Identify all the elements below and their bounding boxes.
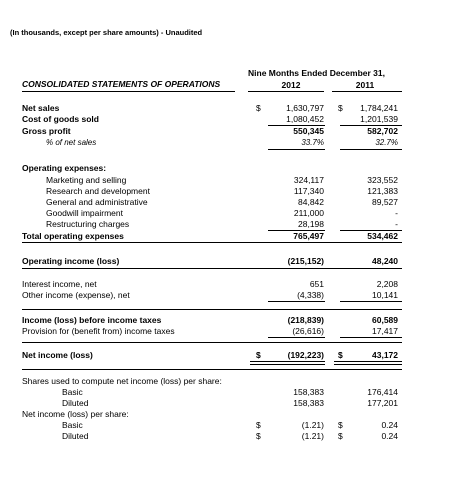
statement-title: CONSOLIDATED STATEMENTS OF OPERATIONS bbox=[22, 79, 221, 89]
shares-diluted-2011: 177,201 bbox=[367, 398, 398, 408]
section-divider bbox=[22, 342, 402, 343]
section-divider bbox=[22, 268, 402, 269]
eps-label: Net income (loss) per share: bbox=[22, 409, 129, 419]
opex-item-2011: 89,527 bbox=[372, 197, 398, 207]
cogs-2012: 1,080,452 bbox=[286, 114, 324, 124]
pct-net-sales-label: % of net sales bbox=[46, 138, 97, 147]
net-sales-2012: 1,630,797 bbox=[286, 103, 324, 113]
pretax-2011: 60,589 bbox=[372, 315, 398, 325]
total-opex-2011: 534,462 bbox=[367, 231, 398, 241]
double-underline bbox=[250, 361, 325, 365]
currency-symbol: $ bbox=[338, 350, 343, 360]
year-2012-underline bbox=[248, 91, 324, 92]
net-income-2011: 43,172 bbox=[372, 350, 398, 360]
period-header: Nine Months Ended December 31, bbox=[248, 68, 385, 78]
interest-label: Interest income, net bbox=[22, 279, 97, 289]
opex-item-label: Restructuring charges bbox=[46, 219, 130, 229]
eps-diluted-label: Diluted bbox=[62, 431, 89, 441]
total-opex-label: Total operating expenses bbox=[22, 231, 124, 241]
opex-item-label: Research and development bbox=[46, 186, 150, 196]
gross-profit-2012: 550,345 bbox=[293, 126, 324, 136]
shares-basic-2012: 158,383 bbox=[293, 387, 324, 397]
net-income-label: Net income (loss) bbox=[22, 350, 93, 360]
title-underline bbox=[22, 91, 235, 92]
opex-item-2011: - bbox=[395, 219, 398, 229]
net-income-2012: (192,223) bbox=[287, 350, 324, 360]
gross-profit-2011: 582,702 bbox=[367, 126, 398, 136]
op-income-label: Operating income (loss) bbox=[22, 256, 120, 266]
opex-item-2011: - bbox=[395, 208, 398, 218]
shares-diluted-2012: 158,383 bbox=[293, 398, 324, 408]
shares-basic-2011: 176,414 bbox=[367, 387, 398, 397]
pretax-2012: (218,839) bbox=[287, 315, 324, 325]
opex-item-label: General and administrative bbox=[46, 197, 148, 207]
gross-profit-label: Gross profit bbox=[22, 126, 71, 136]
currency-symbol: $ bbox=[256, 431, 261, 441]
shares-diluted-label: Diluted bbox=[62, 398, 89, 408]
year-2011-header: 2011 bbox=[355, 80, 375, 90]
subtotal-line bbox=[340, 337, 402, 338]
opex-item-2011: 121,383 bbox=[367, 186, 398, 196]
eps-diluted-2012: (1.21) bbox=[301, 431, 324, 441]
year-2011-underline bbox=[332, 91, 402, 92]
pct-net-sales-2012: 33.7% bbox=[301, 138, 324, 147]
double-underline bbox=[334, 361, 402, 365]
interest-2012: 651 bbox=[309, 279, 324, 289]
opex-item-2012: 28,198 bbox=[298, 219, 324, 229]
currency-symbol: $ bbox=[256, 420, 261, 430]
pct-net-sales-2011: 32.7% bbox=[375, 138, 398, 147]
year-2012-header: 2012 bbox=[281, 80, 301, 90]
other-2012: (4,338) bbox=[297, 290, 324, 300]
eps-basic-2011: 0.24 bbox=[381, 420, 398, 430]
opex-item-2011: 323,552 bbox=[367, 175, 398, 185]
eps-diluted-2011: 0.24 bbox=[381, 431, 398, 441]
currency-symbol: $ bbox=[338, 420, 343, 430]
shares-basic-label: Basic bbox=[62, 387, 83, 397]
currency-symbol: $ bbox=[338, 103, 343, 113]
currency-symbol: $ bbox=[256, 350, 261, 360]
tax-2012: (26,616) bbox=[292, 326, 324, 336]
opex-label: Operating expenses: bbox=[22, 163, 107, 173]
section-divider bbox=[22, 309, 402, 310]
section-divider bbox=[22, 369, 402, 370]
interest-2011: 2,208 bbox=[376, 279, 398, 289]
net-sales-2011: 1,784,241 bbox=[360, 103, 398, 113]
section-line bbox=[268, 149, 325, 150]
section-divider bbox=[22, 242, 402, 243]
subtotal-line bbox=[268, 337, 325, 338]
opex-item-2012: 84,842 bbox=[298, 197, 324, 207]
other-2011: 10,141 bbox=[372, 290, 398, 300]
total-opex-2012: 765,497 bbox=[293, 231, 324, 241]
tax-label: Provision for (benefit from) income taxes bbox=[22, 326, 175, 336]
op-income-2012: (215,152) bbox=[287, 256, 324, 266]
eps-basic-2012: (1.21) bbox=[301, 420, 324, 430]
op-income-2011: 48,240 bbox=[372, 256, 398, 266]
units-note: (In thousands, except per share amounts) - Unaudited bbox=[10, 28, 203, 37]
section-line bbox=[340, 149, 402, 150]
opex-item-label: Goodwill impairment bbox=[46, 208, 123, 218]
cogs-label: Cost of goods sold bbox=[22, 114, 99, 124]
tax-2011: 17,417 bbox=[372, 326, 398, 336]
cogs-2011: 1,201,539 bbox=[360, 114, 398, 124]
subtotal-line bbox=[268, 301, 325, 302]
opex-item-label: Marketing and selling bbox=[46, 175, 127, 185]
currency-symbol: $ bbox=[256, 103, 261, 113]
subtotal-line bbox=[340, 301, 402, 302]
opex-item-2012: 211,000 bbox=[293, 208, 324, 218]
opex-item-2012: 117,340 bbox=[293, 186, 324, 196]
opex-item-2012: 324,117 bbox=[293, 175, 324, 185]
other-label: Other income (expense), net bbox=[22, 290, 130, 300]
eps-basic-label: Basic bbox=[62, 420, 83, 430]
currency-symbol: $ bbox=[338, 431, 343, 441]
net-sales-label: Net sales bbox=[22, 103, 60, 113]
pretax-label: Income (loss) before income taxes bbox=[22, 315, 162, 325]
shares-label: Shares used to compute net income (loss) per share: bbox=[22, 376, 222, 386]
